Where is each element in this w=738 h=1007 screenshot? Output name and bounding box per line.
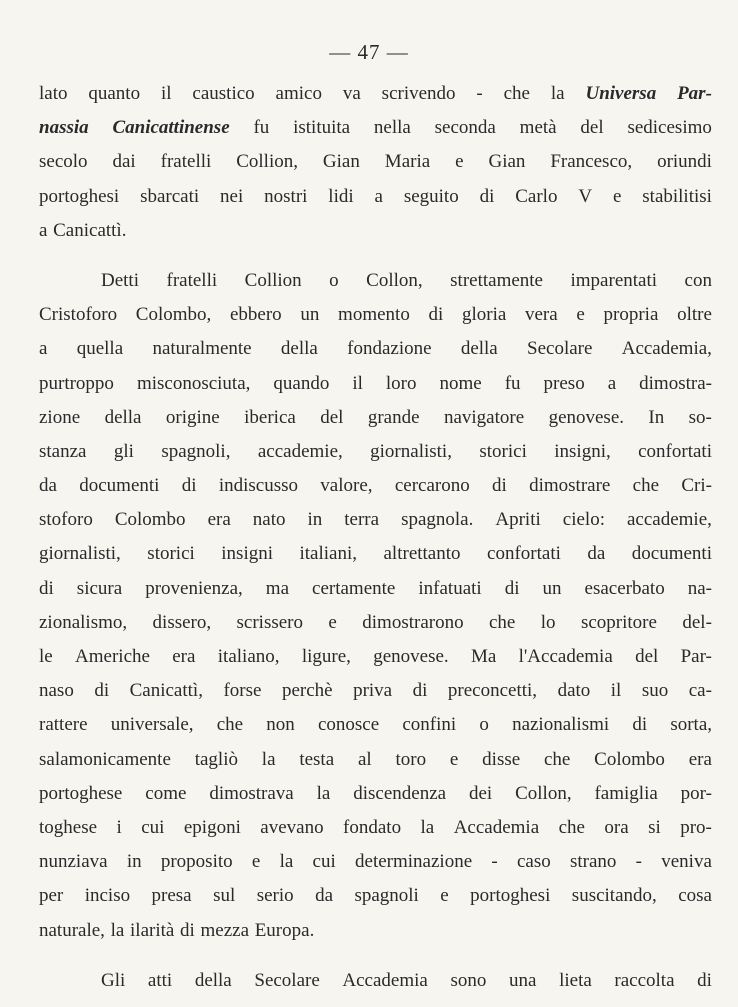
word: Cri- (681, 475, 712, 497)
word: una (509, 969, 537, 991)
word: che (503, 83, 530, 104)
word: salamonicamente (39, 748, 171, 770)
word: da (39, 475, 57, 497)
text-line (39, 298, 712, 332)
word: naturale, (39, 919, 105, 941)
word: - (476, 83, 483, 104)
word: gloria (461, 304, 507, 326)
word: V (578, 185, 593, 207)
word: portoghesi (470, 885, 551, 907)
word: la (550, 83, 565, 104)
text-line (39, 537, 712, 571)
word: certamente (312, 577, 396, 599)
word: un (542, 577, 562, 599)
word: iberica (244, 406, 296, 428)
word: e (576, 304, 585, 326)
word: scrivendo (381, 83, 456, 104)
word: in (307, 509, 323, 531)
word: cosa (678, 885, 712, 907)
word: indiscusso (218, 475, 298, 497)
text-line (39, 811, 712, 845)
word: portoghesi (39, 185, 120, 207)
word: si (648, 816, 661, 838)
word: Collon, (366, 269, 423, 291)
word: strettamente (450, 269, 543, 291)
word: Colombo (594, 748, 665, 770)
word: del (635, 646, 659, 667)
word: zione (39, 406, 81, 428)
word: di (697, 969, 712, 991)
word: Par- (677, 83, 712, 104)
word: in (126, 851, 142, 873)
word: sicura (76, 577, 123, 599)
word: che (216, 714, 244, 736)
word: - (491, 851, 498, 873)
word: toro (395, 748, 427, 770)
word: lieta (559, 969, 592, 991)
word: di (428, 304, 444, 326)
word: Maria (384, 151, 431, 173)
word: sul (213, 885, 236, 907)
word: Collon, (515, 782, 572, 804)
word: purtroppo (39, 372, 114, 394)
word: proposito (160, 851, 233, 873)
word: provenienza, (145, 577, 243, 599)
word: pro- (680, 816, 712, 838)
word: giornalisti, (370, 440, 452, 462)
word: la (110, 919, 125, 941)
word: scopritore (580, 611, 657, 633)
word: come (145, 782, 187, 804)
word: disse (482, 748, 521, 770)
word: a (607, 372, 617, 394)
word: la (316, 782, 331, 804)
text-line (39, 367, 712, 401)
word: loro (385, 372, 417, 394)
word: di (94, 680, 110, 702)
body-text (39, 77, 712, 998)
word: fu (253, 117, 270, 139)
word: Gli (101, 969, 126, 991)
word: accademie, (257, 440, 343, 462)
text-line (39, 435, 712, 469)
text-line (39, 640, 712, 674)
word: propria (603, 304, 659, 326)
text-line (39, 145, 712, 179)
word: era (688, 748, 712, 770)
word: istituita (293, 117, 351, 139)
text-line (39, 77, 712, 111)
word: preconcetti, (447, 680, 538, 702)
word: Secolare (254, 969, 320, 991)
word: che (543, 748, 571, 770)
word: Gian (488, 151, 526, 173)
word: documenti (631, 543, 712, 565)
text-line (39, 777, 712, 811)
word: e (440, 885, 449, 907)
word: di (39, 577, 54, 599)
word: suo (641, 680, 669, 702)
word: e (251, 851, 261, 873)
word: e (612, 185, 622, 207)
word: nassia (39, 117, 89, 139)
word: cercarono (394, 475, 470, 497)
text-line (39, 708, 712, 742)
word: Canicattinense (112, 117, 230, 139)
word: veniva (661, 851, 712, 873)
word: della (104, 406, 142, 428)
text-line (39, 606, 712, 640)
text-line (39, 214, 712, 248)
word: Detti (101, 269, 139, 291)
word: o (479, 714, 489, 736)
word: nome (439, 372, 482, 394)
text-line (39, 914, 712, 948)
word: esacerbato (584, 577, 665, 599)
word: cielo: (562, 509, 605, 531)
word: epigoni (183, 816, 241, 838)
word: oriundi (657, 151, 712, 173)
word: lato (39, 83, 68, 104)
word: Colombo, (135, 304, 212, 326)
word: raccolta (614, 969, 675, 991)
word: Collion, (236, 151, 298, 173)
word: nostri (264, 185, 308, 207)
word: toghese (39, 816, 98, 838)
word: conosce (317, 714, 380, 736)
word: confortati (487, 543, 561, 565)
word: non (266, 714, 295, 736)
word: testa (299, 748, 335, 770)
word: Accademia (342, 969, 428, 991)
word: nazionalismi (512, 714, 610, 736)
word: Francesco, (550, 151, 633, 173)
word: infatuati (418, 577, 482, 599)
text-line (39, 332, 712, 366)
word: da (315, 885, 333, 907)
word: e (449, 748, 459, 770)
word: a (39, 219, 48, 241)
word: fratelli (166, 269, 218, 291)
word: cui (141, 816, 165, 838)
word: vera (525, 304, 558, 326)
text-line (39, 674, 712, 708)
word: fratelli (160, 151, 212, 173)
text-line (39, 879, 712, 913)
word: quella (76, 338, 124, 360)
word: strano (569, 851, 617, 873)
word: giornalisti, (39, 543, 121, 565)
word: tagliò (194, 748, 238, 770)
word: era (207, 509, 231, 531)
word: Europa. (254, 919, 315, 941)
word: avevano (260, 816, 324, 838)
word: che (489, 611, 516, 633)
word: insigni (221, 543, 274, 565)
paragraph-gap (39, 248, 712, 264)
word: rattere (39, 714, 88, 736)
word: caustico (192, 83, 255, 104)
word: inciso (84, 885, 131, 907)
text-line (39, 572, 712, 606)
word: l'Accademia (518, 646, 613, 667)
word: discendenza (353, 782, 447, 804)
word: Canicattì, (129, 680, 203, 702)
word: spagnoli, (161, 440, 231, 462)
word: naturalmente (152, 338, 252, 360)
word: altrettanto (383, 543, 461, 565)
word: quanto (88, 83, 141, 104)
word: oltre (677, 304, 712, 326)
word: caso (516, 851, 551, 873)
word: nella (373, 117, 411, 139)
word: In (648, 406, 665, 428)
word: di (412, 680, 428, 702)
word: forse (223, 680, 262, 702)
word: del (320, 406, 344, 428)
word: della (280, 338, 318, 360)
word: lidi (328, 185, 354, 207)
word: ma (265, 577, 290, 599)
word: dimostrarono (362, 611, 464, 633)
word: che (632, 475, 660, 497)
word: presa (151, 885, 192, 907)
word: di (180, 919, 195, 941)
word: fondazione (347, 338, 432, 360)
word: universale, (110, 714, 194, 736)
word: di (492, 475, 507, 497)
word: la (261, 748, 276, 770)
word: spagnola. (401, 509, 474, 531)
text-line (39, 111, 712, 145)
word: il (610, 680, 622, 702)
word: dissero, (152, 611, 212, 633)
word: ligure, (301, 646, 351, 667)
word: del (580, 117, 604, 139)
word: secolo (39, 151, 88, 173)
word: gli (113, 440, 134, 462)
word: Americhe (75, 646, 150, 667)
paragraph (39, 964, 712, 998)
word: imparentati (570, 269, 658, 291)
word: stanza (39, 440, 87, 462)
word: era (172, 646, 196, 667)
word: dato (557, 680, 591, 702)
text-line (39, 964, 712, 998)
paragraph (39, 77, 712, 248)
word: cui (312, 851, 336, 873)
text-line (39, 845, 712, 879)
word: la (420, 816, 435, 838)
word: insigni, (554, 440, 611, 462)
word: seconda (434, 117, 496, 139)
word: accademie, (626, 509, 712, 531)
word: origine (165, 406, 220, 428)
word: di (479, 185, 495, 207)
word: del- (682, 611, 712, 633)
word: portoghese (39, 782, 123, 804)
word: i (116, 816, 122, 838)
word: a (39, 338, 48, 360)
word: della (194, 969, 232, 991)
word: sbarcati (140, 185, 200, 207)
word: scrissero (236, 611, 304, 633)
page-number: — 47 — (329, 40, 409, 64)
word: di (632, 714, 648, 736)
word: per (39, 885, 64, 907)
word: di (504, 577, 520, 599)
word: lo (540, 611, 556, 633)
word: dimostrava (209, 782, 294, 804)
word: ilarità (130, 919, 175, 941)
word: Cristoforo (39, 304, 118, 326)
word: un (300, 304, 320, 326)
word: nei (220, 185, 244, 207)
word: Ma (470, 646, 497, 667)
word: dai (112, 151, 136, 173)
word: fu (504, 372, 521, 394)
word: e (328, 611, 337, 633)
word: che (558, 816, 585, 838)
word: determinazione (355, 851, 473, 873)
word: dei (468, 782, 493, 804)
word: stabilitisi (642, 185, 712, 207)
word: - (635, 851, 642, 873)
word: sorta, (670, 714, 712, 736)
word: Accademia (453, 816, 540, 838)
word: so- (688, 406, 712, 428)
word: genovese. (548, 406, 625, 428)
word: preso (543, 372, 585, 394)
word: famiglia (594, 782, 658, 804)
word: Collion (244, 269, 302, 291)
word: la (279, 851, 294, 873)
word: le (39, 646, 53, 667)
word: Colombo (114, 509, 186, 531)
text-line (39, 743, 712, 777)
word: al (357, 748, 372, 770)
word: stoforo (39, 509, 93, 531)
word: sono (450, 969, 487, 991)
word: priva (353, 680, 393, 702)
word: confini (402, 714, 457, 736)
word: valore, (320, 475, 373, 497)
word: grande (367, 406, 420, 428)
word: e (455, 151, 464, 173)
text-line (39, 180, 712, 214)
word: va (342, 83, 361, 104)
word: fondato (343, 816, 402, 838)
word: mezza (200, 919, 250, 941)
word: genovese. (373, 646, 449, 667)
word: di (181, 475, 197, 497)
word: il (352, 372, 363, 394)
word: zionalismo, (39, 611, 128, 633)
word: momento (338, 304, 410, 326)
word: storici (479, 440, 527, 462)
word: dimostra- (639, 372, 712, 394)
text-line (39, 469, 712, 503)
word: metà (519, 117, 557, 139)
word: della (460, 338, 498, 360)
word: atti (147, 969, 173, 991)
word: confortati (638, 440, 712, 462)
paragraph (39, 264, 712, 948)
word: il (160, 83, 172, 104)
word: suscitando, (571, 885, 657, 907)
word: seguito (403, 185, 459, 207)
word: serio (256, 885, 294, 907)
word: da (587, 543, 606, 565)
word: na- (687, 577, 712, 599)
text-line (39, 503, 712, 537)
word: Gian (322, 151, 360, 173)
word: ca- (688, 680, 712, 702)
word: por- (680, 782, 712, 804)
word: sedicesimo (627, 117, 712, 139)
word: Par- (680, 646, 712, 667)
word: ora (604, 816, 629, 838)
word: Carlo (515, 185, 558, 207)
word: naso (39, 680, 74, 702)
text-line (39, 401, 712, 435)
word: misconosciuta, (136, 372, 251, 394)
paragraph-gap (39, 948, 712, 964)
word: nato (252, 509, 286, 531)
word: con (684, 269, 712, 291)
word: ebbero (229, 304, 282, 326)
word: Canicattì. (53, 219, 127, 241)
word: italiano, (217, 646, 280, 667)
word: Universa (585, 83, 657, 104)
text-line (39, 264, 712, 298)
word: terra (344, 509, 380, 531)
word: spagnoli (354, 885, 419, 907)
word: navigatore (443, 406, 525, 428)
word: Accademia, (621, 338, 712, 360)
word: a (374, 185, 383, 207)
word: amico (275, 83, 322, 104)
word: quando (273, 372, 330, 394)
word: perchè (281, 680, 333, 702)
word: dimostrare (529, 475, 611, 497)
word: Secolare (527, 338, 593, 360)
word: o (329, 269, 339, 291)
word: documenti (79, 475, 160, 497)
word: nunziava (39, 851, 108, 873)
word: Apriti (495, 509, 541, 531)
word: storici (147, 543, 195, 565)
word: italiani, (299, 543, 358, 565)
